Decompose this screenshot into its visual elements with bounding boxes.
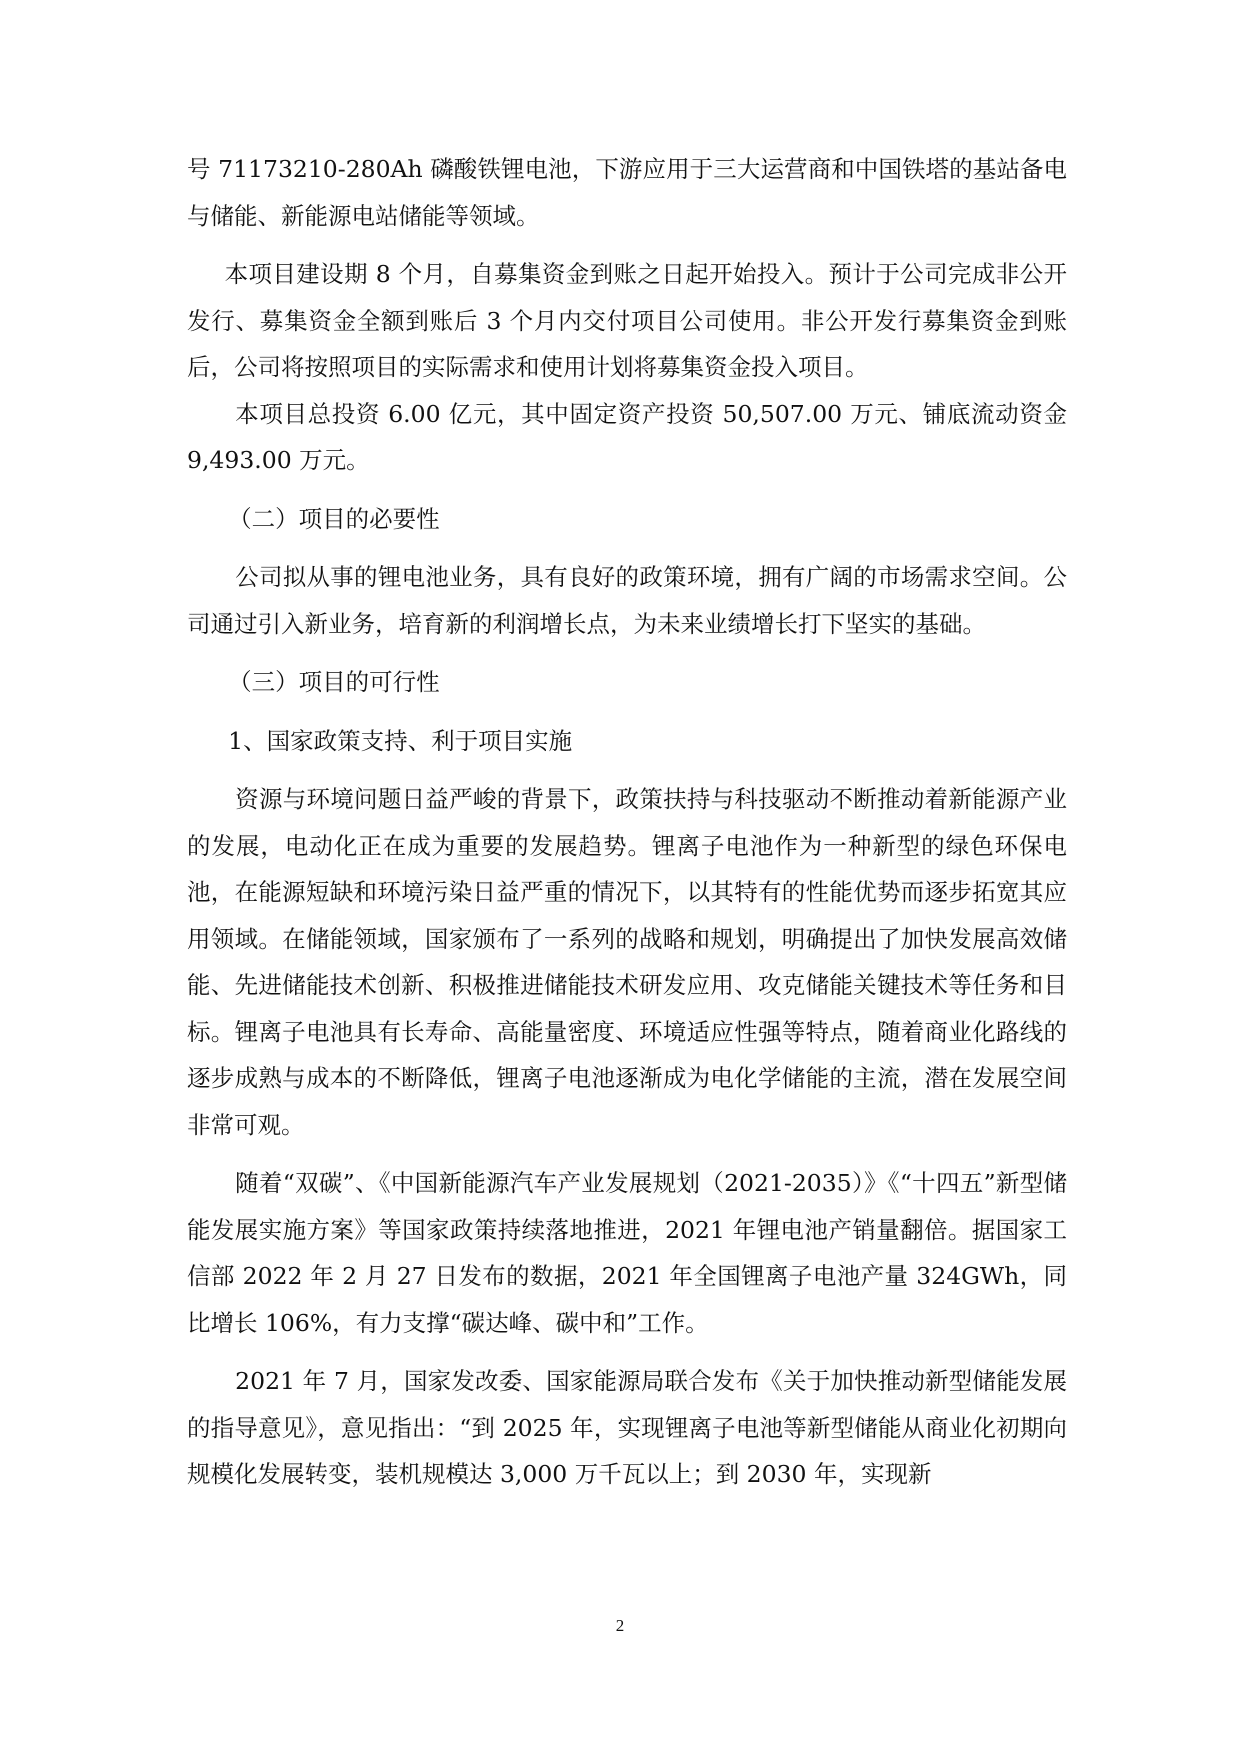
section-heading-feasibility: （三）项目的可行性: [228, 668, 440, 696]
paragraph-necessity: 公司拟从事的锂电池业务，具有良好的政策环境，拥有广阔的市场需求空间。公司通过引入新业务，培育新的利润增长点，为未来业绩增长打下坚实的基础。: [187, 563, 1067, 638]
page-number: 2: [615, 1616, 625, 1635]
paragraph-guidance-opinion: 2021 年 7 月，国家发改委、国家能源局联合发布《关于加快推动新型储能发展的指导意见》，意见指出：“到 2025 年，实现锂离子电池等新型储能从商业化初期向规模化发展转变，装机规模达 3,000 万千瓦以上；到 2030 年，实现新: [187, 1367, 1067, 1488]
document-body: [187, 146, 1067, 1498]
paragraph-policy-background: 资源与环境问题日益严峻的背景下，政策扶持与科技驱动不断推动着新能源产业的发展，电动化正在成为重要的发展趋势。锂离子电池作为一种新型的绿色环保电池，在能源短缺和环境污染日益严重的情况下，以其特有的性能优势而逐步拓宽其应用领域。在储能领域，国家颁布了一系列的战略和规划，明确提出了加快发展高效储能、先进储能技术创新、积极推进储能技术研发应用、攻克储能关键技术等任务和目标。锂离子电池具有长寿命、高能量密度、环境适应性强等特点，随着商业化路线的逐步成熟与成本的不断降低，锂离子电池逐渐成为电化学储能的主流，潜在发展空间非常可观。: [187, 785, 1067, 1139]
paragraph-dual-carbon: 随着“双碳”、《中国新能源汽车产业发展规划（2021-2035）》《“十四五”新型储能发展实施方案》等国家政策持续落地推进，2021 年锂电池产销量翻倍。据国家工信部 2022 年 2 月 27 日发布的数据，2021 年全国锂离子电池产量 324GWh，同比增长 106%，有力支撑“碳达峰、碳中和”工作。: [187, 1169, 1067, 1337]
paragraph-total-investment: 本项目总投资 6.00 亿元，其中固定资产投资 50,507.00 万元、铺底流动资金 9,493.00 万元。: [187, 399, 1067, 474]
section-heading-necessity: （二）项目的必要性: [228, 504, 440, 533]
paragraph-construction-period: 本项目建设期 8 个月，自募集资金到账之日起开始投入。预计于公司完成非公开发行、募集资金全额到账后 3 个月内交付项目公司使用。非公开发行募集资金到账后，公司将按照项目的实际需求和使用计划将募集资金投入项目。: [187, 260, 1067, 381]
paragraph-product-description: 号 71173210-280Ah 磷酸铁锂电池，下游应用于三大运营商和中国铁塔的基站备电与储能、新能源电站储能等领域。: [187, 155, 1067, 230]
subheading-policy-support: 1、国家政策支持、利于项目实施: [228, 726, 573, 755]
